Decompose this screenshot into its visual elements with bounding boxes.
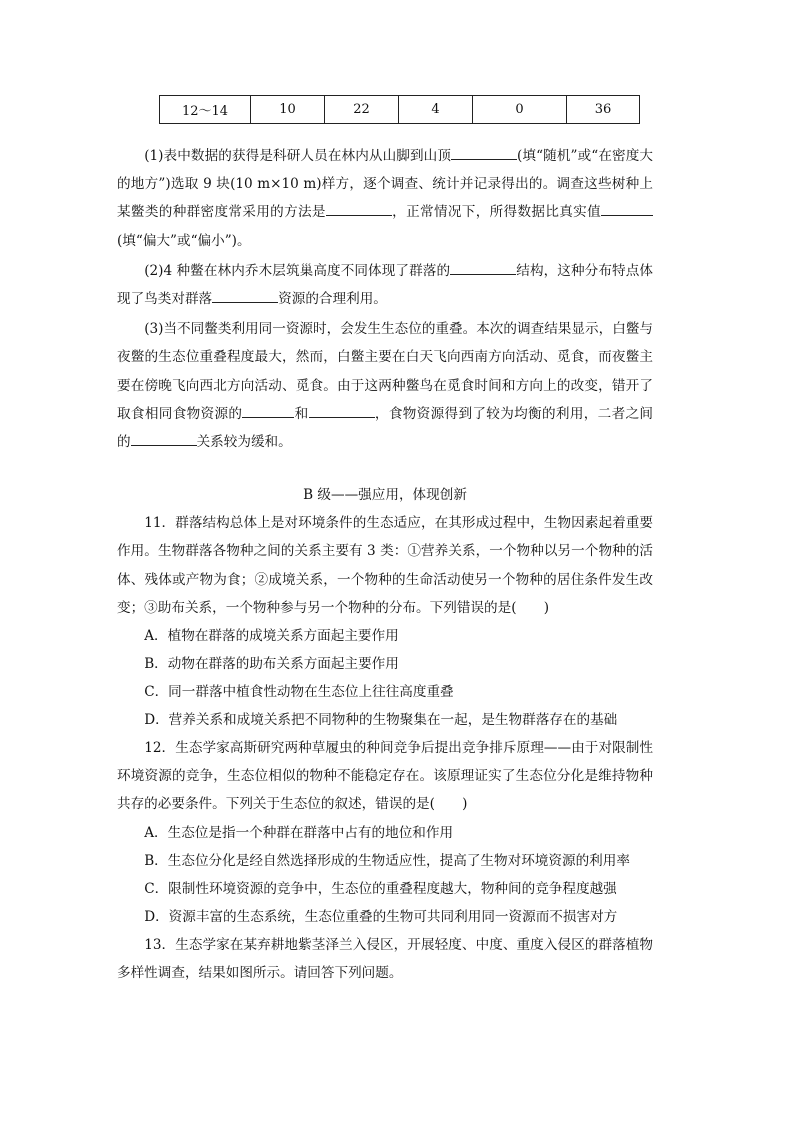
answer-blank [242,403,294,418]
table-cell: 22 [325,96,399,124]
q12-option-b: B．生态位分化是经自然选择形成的生物适应性，提高了生物对环境资源的利用率 [144,852,630,869]
answer-blank [309,403,375,418]
q10-part2-text-b: 结构，这种分布特点体现了鸟类对群落 [117,262,654,308]
data-table-fragment [159,95,640,124]
q12-option-a: A．生态位是指一个种群在群落中占有的地位和作用 [144,824,454,841]
q11-option-d: D．营养关系和成境关系把不同物种的生物聚集在一起，是生物群落存在的基础 [144,712,618,729]
density-table [159,95,640,124]
q11-option-b: B．动物在群落的助布关系方面起主要作用 [144,656,399,673]
answer-blank [326,202,392,217]
question-content [117,142,653,987]
q12-option-c: C．限制性环境资源的竞争中，生态位的重叠程度越大，物种间的竞争程度越强 [144,880,617,897]
q11-option-c: C．同一群落中植食性动物在生态位上往往高度重叠 [144,684,454,701]
q10-part1-text-c: ，正常情况下，所得数据比真实值 [391,204,602,221]
q10-part2-text-a: (2)4 种鳖在林内乔木层筑巢高度不同体现了群落的 [144,262,451,279]
q10-part1-text-b: (填“随机”或“在密度大的地方”)选取 9 块(10 m×10 m)样方，逐个调查、统计并记录得出的。调查这些树种上某鳖类的种群密度常采用的方法是 [117,148,653,221]
q10-part3 [117,315,653,456]
q10-part3-text-a: (3)当不同鳖类利用同一资源时，会发生生态位的重叠。本次的调查结果显示，白鳖与夜鳖的生态位重叠程度最大，然而，白鳖主要在白天飞向西南方向活动、觅食，而夜鳖主要在傍晚飞向西北方向活动、觅食。由于这两种鳖鸟在觅食时间和方向上的改变，错开了取食相同食物资源的 [117,321,653,422]
q10-part1 [117,142,653,255]
q10-part3-text-c: ，食物资源得到了较为均衡的利用，二者之间的 [117,405,654,451]
table-cell: 12～14 [160,96,251,124]
q12-stem: 12．生态学家高斯研究两种草履虫的种间竞争后提出竞争排斥原理——由于对限制性环境资源的竞争，生态位相似的物种不能稳定存在。该原理证实了生态位分化是维持物种共存的必要条件。下列关于生态位的叙述，错误的是( ) [117,740,653,813]
q10-part3-text-b: 和 [294,405,309,422]
answer-blank [212,288,278,303]
answer-blank [601,202,653,217]
q10-part3-text-d: 关系较为缓和。 [196,434,292,451]
q10-part1-text-a: (1)表中数据的获得是科研人员在林内从山脚到山顶 [144,148,452,164]
answer-blank [451,145,517,160]
table-row [160,96,640,124]
q10-part2-text-c: 资源的合理利用。 [278,291,387,308]
q13-stem: 13．生态学家在某弃耕地紫茎泽兰入侵区，开展轻度、中度、重度入侵区的群落植物多样性调查，结果如图所示。请回答下列问题。 [117,936,653,981]
answer-blank [131,431,197,446]
section-b-title: B 级——强应用，体现创新 [303,487,467,504]
q10-part1-text-d: (填“偏大”或“偏小”)。 [117,232,251,249]
table-cell: 10 [251,96,325,124]
table-cell: 0 [473,96,567,124]
table-cell: 4 [399,96,473,124]
q11-stem: 11．群落结构总体上是对环境条件的生态适应，在其形成过程中，生物因素起着重要作用。生物群落各物种之间的关系主要有 3 类：①营养关系，一个物种以另一个物种的活体、残体或产物为食；②成境关系，一个物种的生命活动使另一个物种的居住条件发生改变；③助布关系，一个物种参与另一个物种的分布。下列错误的是( ) [117,515,653,616]
table-cell: 36 [567,96,640,124]
answer-blank [450,260,516,275]
q12-option-d: D．资源丰富的生态系统，生态位重叠的生物可共同利用同一资源而不损害对方 [144,908,618,925]
q11-option-a: A．植物在群落的成境关系方面起主要作用 [144,628,399,645]
q10-part2 [117,257,653,313]
